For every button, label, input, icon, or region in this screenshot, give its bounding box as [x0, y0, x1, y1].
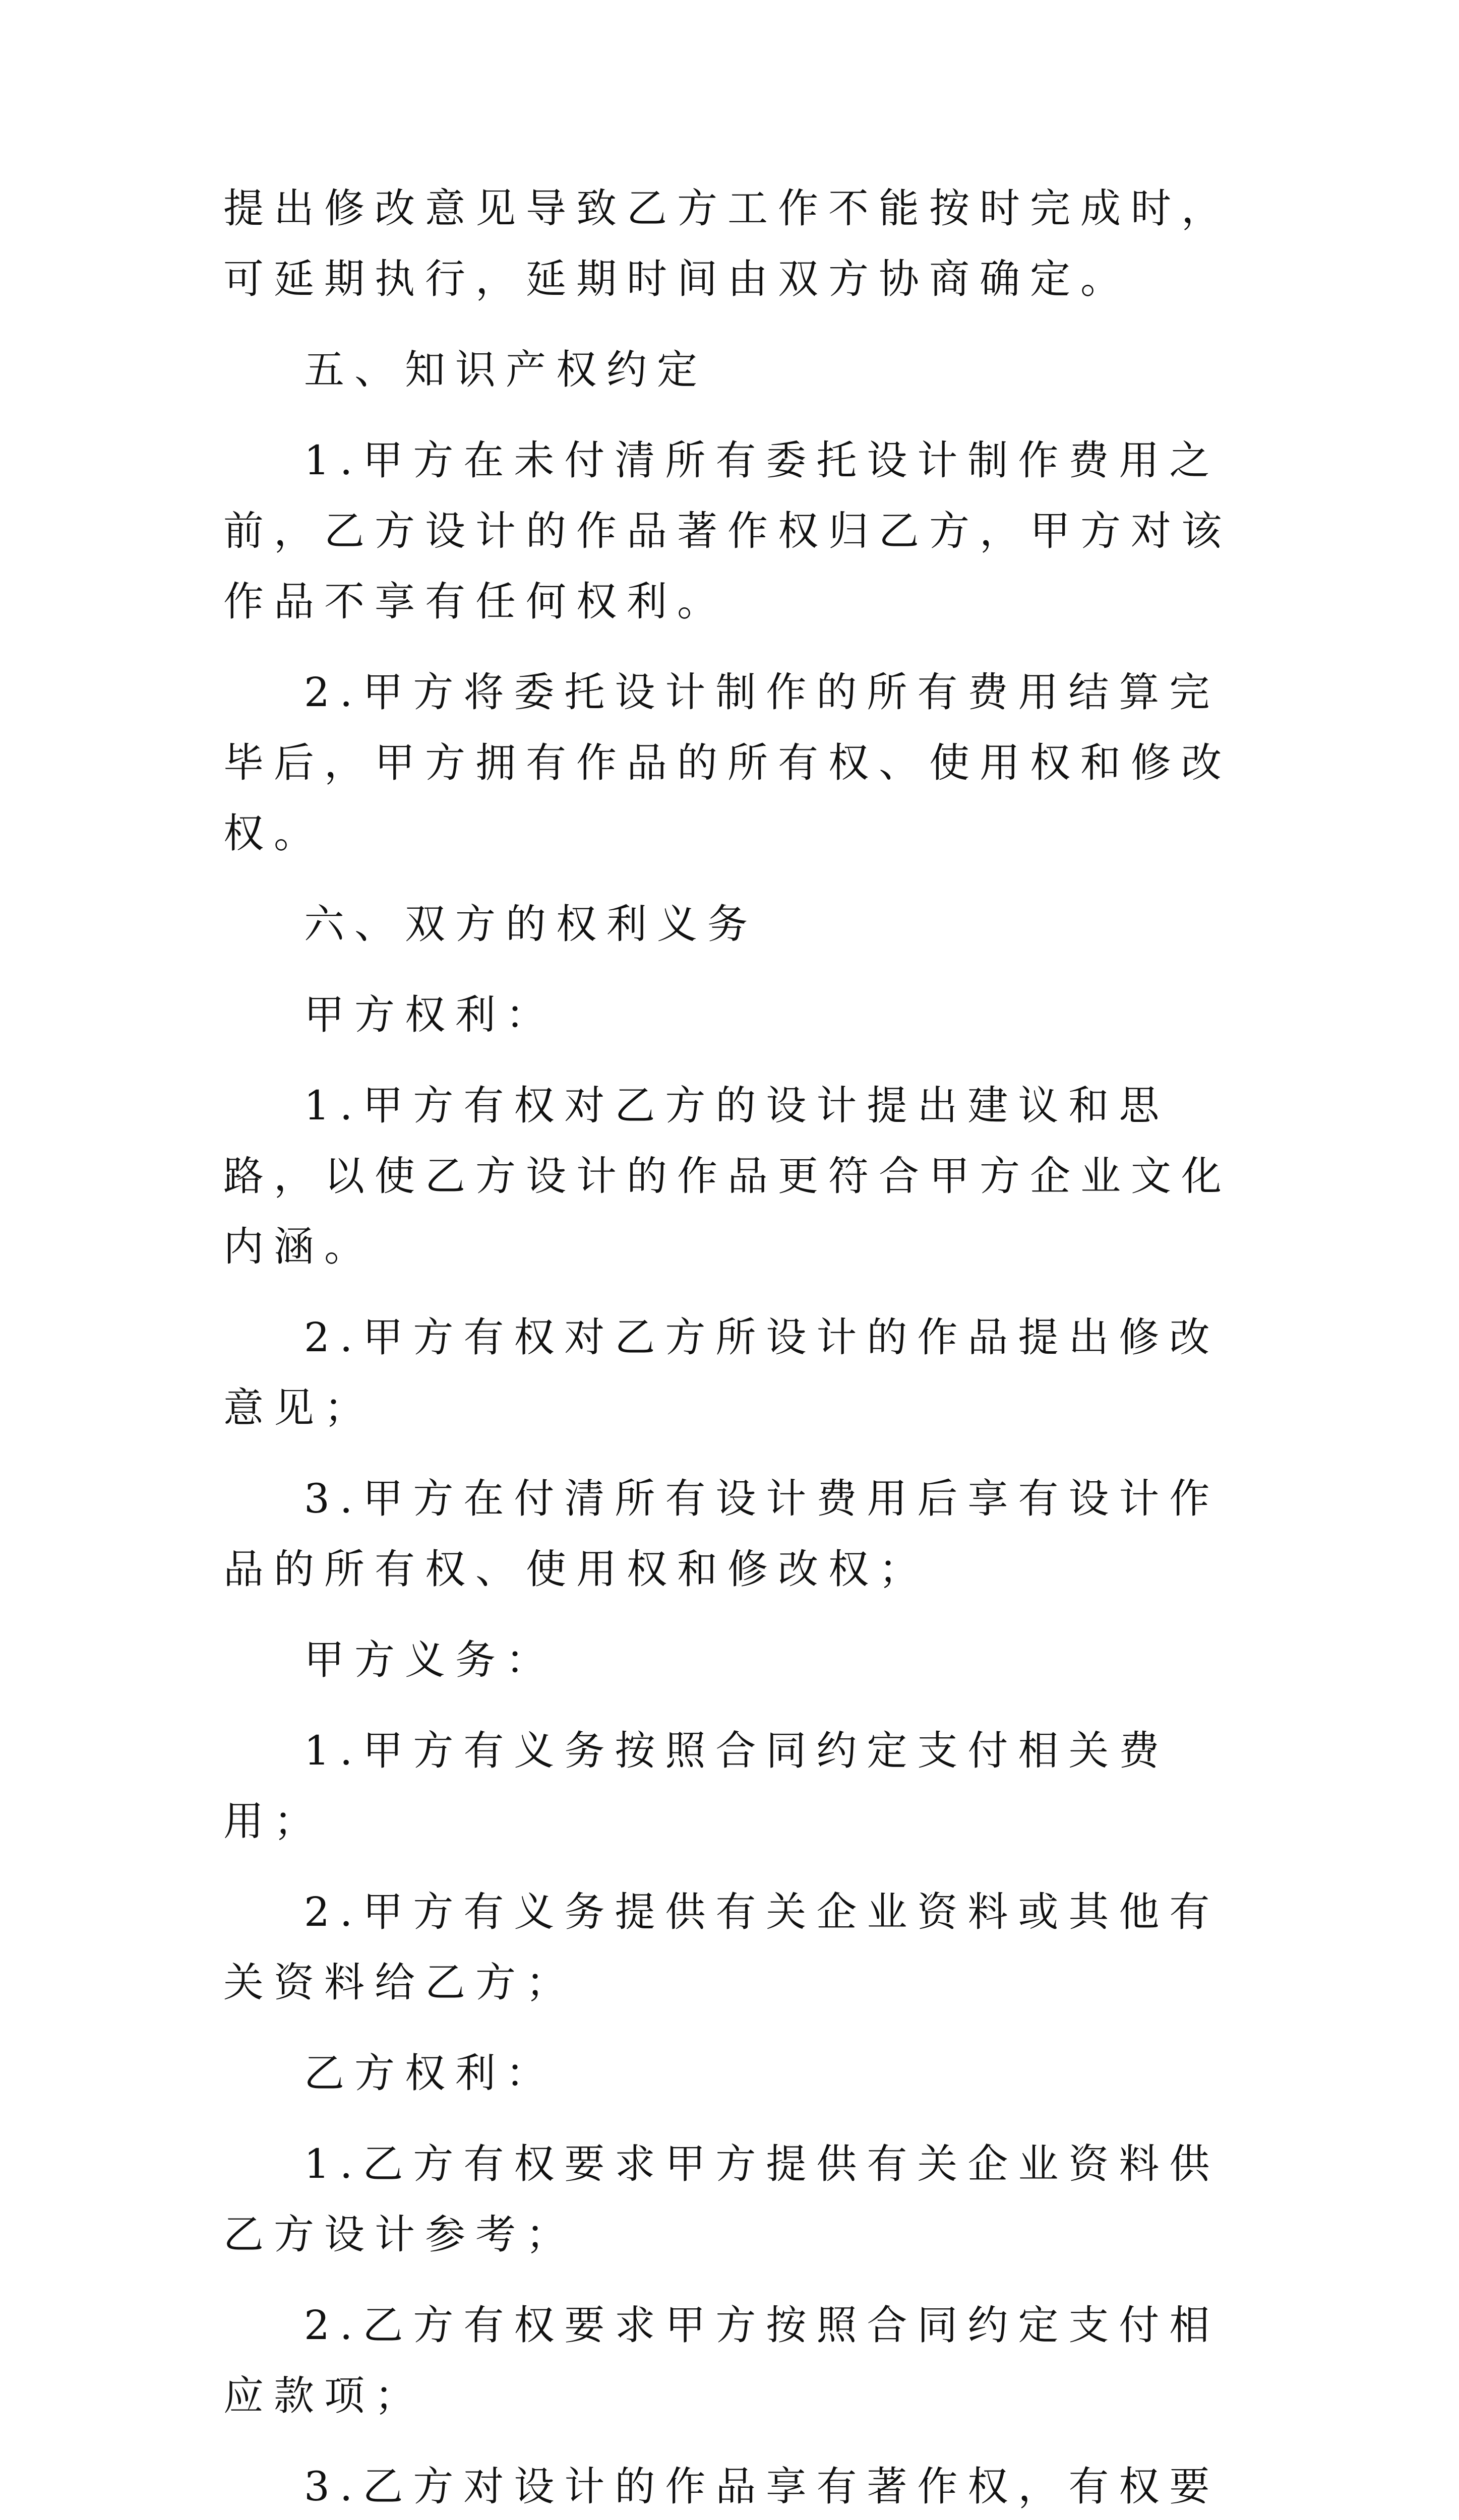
paragraph-party-a-duty-1: 1.甲方有义务按照合同约定支付相关费用； [223, 1727, 1170, 1845]
subheading-party-a-rights: 甲方权利： [304, 991, 556, 1038]
subheading-party-b-rights: 乙方权利： [304, 2050, 556, 2097]
paragraph-party-a-right-1: 1.甲方有权对乙方的设计提出建议和思路，以使乙方设计的作品更符合甲方企业文化内涵。 [223, 1082, 1232, 1270]
paragraph-party-b-right-2: 2.乙方有权要求甲方按照合同约定支付相应款项； [223, 2302, 1220, 2419]
paragraph-party-b-right-1: 1.乙方有权要求甲方提供有关企业资料供乙方设计参考； [223, 2140, 1220, 2258]
paragraph-continuation: 提出修改意见导致乙方工作不能按时完成时，可延期执行，延期时间由双方协商确定。 [223, 185, 1232, 302]
document-body [223, 173, 1252, 2520]
section-heading-ip: 五、知识产权约定 [304, 346, 707, 393]
paragraph-party-a-right-2: 2.甲方有权对乙方所设计的作品提出修改意见； [223, 1314, 1220, 1431]
paragraph-party-b-right-3: 3.乙方对设计的作品享有著作权，有权要 [304, 2463, 1220, 2510]
subheading-party-a-duties: 甲方义务： [304, 1636, 556, 1683]
paragraph-party-a-right-3: 3.甲方在付清所有设计费用后享有设计作品的所有权、使用权和修改权； [223, 1475, 1220, 1593]
paragraph-ip-1: 1.甲方在未付清所有委托设计制作费用之前，乙方设计的作品著作权归乙方，甲方对该作品不享有任何权利。 [223, 437, 1232, 625]
section-heading-rights: 六、双方的权利义务 [304, 901, 758, 948]
paragraph-party-a-duty-2: 2.甲方有义务提供有关企业资料或其他有关资料给乙方； [223, 1888, 1220, 2006]
paragraph-ip-2: 2.甲方将委托设计制作的所有费用结算完毕后，甲方拥有作品的所有权、使用权和修改权。 [223, 669, 1232, 857]
